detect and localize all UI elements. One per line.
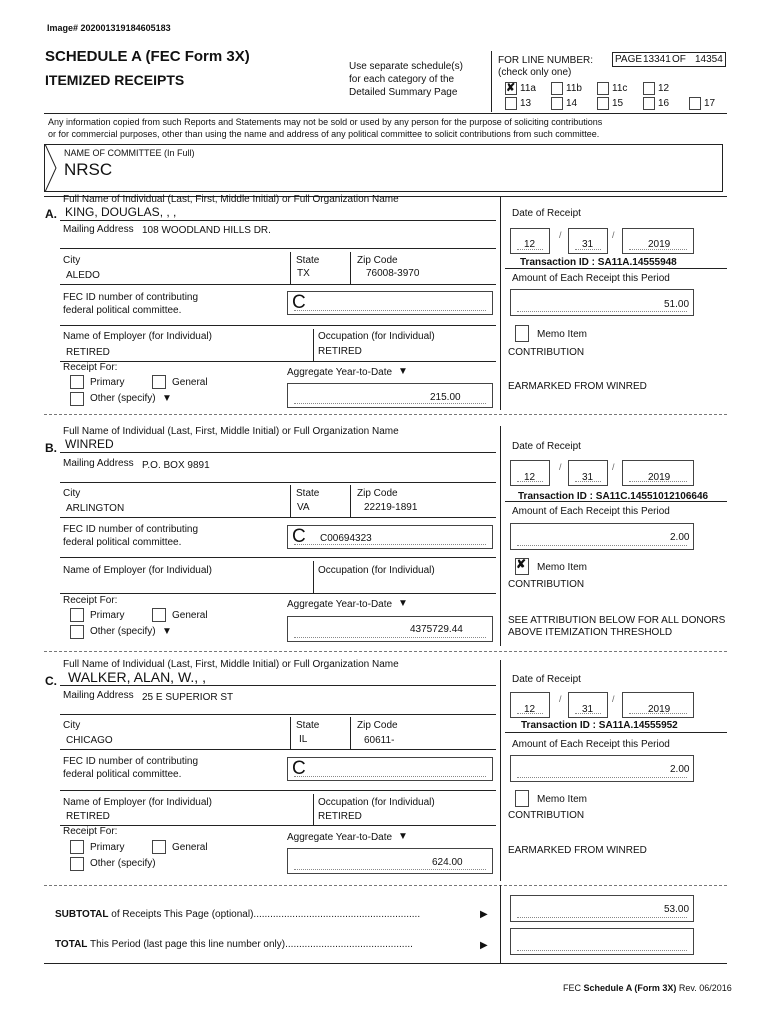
- line-11a-check-mark: ✘: [506, 82, 516, 94]
- entry-a-city-divider: [290, 252, 291, 284]
- entry-a-amount-label: Amount of Each Receipt this Period: [512, 273, 670, 284]
- entry-b-day: 31: [582, 472, 594, 483]
- entry-b-occupation-label: Occupation (for Individual): [318, 565, 435, 576]
- entry-a-aggregate-label: Aggregate Year-to-Date: [287, 367, 393, 378]
- entry-c-month: 12: [524, 704, 536, 715]
- entry-a-date-label: Date of Receipt: [512, 208, 581, 219]
- entry-a-general-label: General: [172, 377, 208, 388]
- entry-a-address-underline: [60, 248, 496, 249]
- entry-b-city-label: City: [63, 488, 81, 499]
- entry-c-primary-checkbox[interactable]: [70, 840, 84, 854]
- entry-a-primary-checkbox[interactable]: [70, 375, 84, 389]
- entry-b-primary-checkbox[interactable]: [70, 608, 84, 622]
- entry-b-name: WINRED: [65, 437, 114, 451]
- entry-b-memo-label: Memo Item: [537, 562, 588, 573]
- entry-b-fec-id: C00694323: [320, 533, 372, 544]
- entry-c-address: 25 E SUPERIOR ST: [142, 692, 234, 703]
- entry-a-note: EARMARKED FROM WINRED: [508, 381, 647, 392]
- entry-a-occupation: RETIRED: [318, 346, 362, 357]
- line-11a-label: 11a: [520, 83, 536, 94]
- total-arrow-icon: ▶: [480, 940, 488, 951]
- entry-b-mailing-label: Mailing Address: [63, 458, 134, 469]
- entry-b-fec-prefix: C: [292, 526, 306, 547]
- entry-c-amount-label: Amount of Each Receipt this Period: [512, 739, 670, 750]
- entry-a-employer: RETIRED: [66, 347, 110, 358]
- entry-c-employer-divider: [313, 794, 314, 826]
- entry-b-city-divider: [290, 485, 291, 517]
- entry-c-note: EARMARKED FROM WINRED: [508, 845, 647, 856]
- entry-a-fec-id-input[interactable]: [287, 291, 493, 315]
- entry-a-day: 31: [582, 239, 594, 250]
- line-12-checkbox[interactable]: [643, 82, 655, 95]
- entry-b-note-line-2: ABOVE ITEMIZATION THRESHOLD: [508, 627, 673, 638]
- entry-a-state: TX: [297, 268, 310, 279]
- entry-a-fec-prefix: C: [292, 292, 306, 313]
- totals-top-rule: [44, 885, 727, 886]
- entry-b-month: 12: [524, 472, 536, 483]
- notice-line-2: or for commercial purposes, other than using the name and address of any political committee to solicit contributions from such committee.: [48, 129, 600, 139]
- subtotal-label-rest: of Receipts This Page (optional)............................................................: [111, 909, 421, 920]
- entry-a-primary-label: Primary: [90, 377, 125, 388]
- entry-a-amount: 51.00: [664, 299, 690, 310]
- entry-a-full-name-label: Full Name of Individual (Last, First, Middle Initial) or Full Organization Name: [63, 194, 399, 205]
- entry-a-state-divider: [350, 252, 351, 284]
- entry-c-name-underline: [60, 685, 496, 686]
- entry-c-top-rule: [44, 651, 727, 652]
- entry-b-zip-label: Zip Code: [357, 488, 398, 499]
- subtotal-value: 53.00: [664, 904, 690, 915]
- entry-c-amount: 2.00: [670, 764, 690, 775]
- entry-b-city: ARLINGTON: [66, 503, 125, 514]
- entry-b-fec-label-1: FEC ID number of contributing: [63, 524, 199, 535]
- use-separate-line-3: Detailed Summary Page: [349, 87, 458, 98]
- entry-b-address: P.O. BOX 9891: [142, 460, 210, 471]
- entry-b-memo-mark: ✘: [516, 557, 527, 571]
- image-id: Image# 202001319184605183: [47, 23, 171, 33]
- entry-c-memo-label: Memo Item: [537, 794, 588, 805]
- line-16-checkbox[interactable]: [643, 97, 655, 110]
- entry-b-aggregate-arrow-icon: ▼: [398, 598, 408, 609]
- entry-c-fec-id-input[interactable]: [287, 757, 493, 781]
- line-11c-label: 11c: [612, 83, 628, 94]
- entry-b-top-rule: [44, 414, 727, 415]
- entry-c-primary-label: Primary: [90, 842, 125, 853]
- entry-a-other-arrow-icon: ▼: [162, 393, 172, 404]
- entry-c-other-checkbox[interactable]: [70, 857, 84, 871]
- entry-b-state-label: State: [296, 488, 320, 499]
- line-17-checkbox[interactable]: [689, 97, 701, 110]
- entry-a-city-underline: [60, 284, 496, 285]
- footer-revision: Rev. 06/2016: [678, 983, 732, 993]
- line-11c-checkbox[interactable]: [597, 82, 609, 95]
- entry-b-state-divider: [350, 485, 351, 517]
- entry-a-transaction-id: Transaction ID : SA11A.14555948: [520, 257, 677, 268]
- entry-b-amount-input[interactable]: [510, 523, 694, 550]
- committee-name-label: NAME OF COMMITTEE (In Full): [64, 148, 195, 158]
- line-14-label: 14: [566, 98, 578, 109]
- entry-a-mailing-label: Mailing Address: [63, 224, 134, 235]
- entry-a-memo-checkbox[interactable]: [515, 325, 529, 342]
- entry-c-amount-input[interactable]: [510, 755, 694, 782]
- line-16-label: 16: [658, 98, 670, 109]
- entry-a-employer-divider: [313, 329, 314, 361]
- entry-b-amount: 2.00: [670, 532, 690, 543]
- entry-c-fec-prefix: C: [292, 758, 306, 779]
- entry-a-city: ALEDO: [66, 270, 100, 281]
- entry-c-column-divider: [500, 660, 501, 881]
- entry-c-full-name-label: Full Name of Individual (Last, First, Middle Initial) or Full Organization Name: [63, 659, 399, 670]
- entry-b-aggregate: 4375729.44: [410, 624, 463, 635]
- line-17-label: 17: [704, 98, 716, 109]
- entry-a-month: 12: [524, 239, 536, 250]
- entry-c-zip: 60611-: [364, 735, 395, 746]
- entry-c-letter: C.: [45, 674, 57, 688]
- notice-line-1: Any information copied from such Reports and Statements may not be sold or used by any person for the purpose of soliciting contributions: [48, 117, 603, 127]
- entry-a-employer-underline: [60, 361, 496, 362]
- entry-a-general-checkbox[interactable]: [152, 375, 166, 389]
- entry-b-state: VA: [297, 502, 310, 513]
- entry-c-mailing-label: Mailing Address: [63, 690, 134, 701]
- check-only-one-label: (check only one): [498, 67, 572, 78]
- entry-c-employer-underline: [60, 825, 496, 826]
- entry-a-aggregate-arrow-icon: ▼: [398, 366, 408, 377]
- entry-c-zip-label: Zip Code: [357, 720, 398, 731]
- footer: [563, 983, 732, 993]
- entry-a-transaction-underline: [505, 268, 727, 269]
- entry-b-note-line-1: SEE ATTRIBUTION BELOW FOR ALL DONORS: [508, 615, 726, 626]
- footer-prefix: FEC: [563, 983, 581, 993]
- entry-b-column-divider: [500, 426, 501, 646]
- line-15-label: 15: [612, 98, 624, 109]
- entry-b-general-label: General: [172, 610, 208, 621]
- entry-c-state-divider: [350, 717, 351, 749]
- entry-b-fec-id-input[interactable]: [287, 525, 493, 549]
- entry-c-year: 2019: [648, 704, 671, 715]
- use-separate-line-2: for each category of the: [349, 74, 455, 85]
- total-label: [55, 939, 413, 950]
- entry-a-other-checkbox[interactable]: [70, 392, 84, 406]
- entry-c-general-label: General: [172, 842, 208, 853]
- line-11b-checkbox[interactable]: [551, 82, 563, 95]
- entry-b-fec-label-2: federal political committee.: [63, 537, 182, 548]
- entry-c-occupation-label: Occupation (for Individual): [318, 797, 435, 808]
- entry-c-day: 31: [582, 704, 594, 715]
- entry-a-aggregate-input[interactable]: [287, 383, 493, 408]
- entry-c-fec-label-1: FEC ID number of contributing: [63, 756, 199, 767]
- entry-c-date-label: Date of Receipt: [512, 674, 581, 685]
- entry-b-category: CONTRIBUTION: [508, 579, 585, 590]
- entry-c-employer-label: Name of Employer (for Individual): [63, 797, 212, 808]
- entry-b-transaction-underline: [505, 501, 727, 502]
- entry-c-employer: RETIRED: [66, 811, 110, 822]
- entry-c-occupation: RETIRED: [318, 811, 362, 822]
- entry-c-category: CONTRIBUTION: [508, 810, 585, 821]
- entry-b-other-label: Other (specify): [90, 626, 156, 637]
- entry-a-other-label: Other (specify): [90, 393, 156, 404]
- entry-a-aggregate: 215.00: [430, 392, 461, 403]
- header-divider: [44, 113, 727, 114]
- entry-a-column-divider: [500, 196, 501, 410]
- entry-c-fec-label-2: federal political committee.: [63, 769, 182, 780]
- committee-name: NRSC: [64, 160, 113, 179]
- subtotal-arrow-icon: ▶: [480, 909, 488, 920]
- committee-pointer-icon: [44, 144, 58, 192]
- entry-c-city-underline: [60, 749, 496, 750]
- entry-c-transaction-id: Transaction ID : SA11A.14555952: [521, 720, 678, 731]
- entry-a-city-label: City: [63, 255, 81, 266]
- entry-a-fec-label-2: federal political committee.: [63, 305, 182, 316]
- entry-b-employer-divider: [313, 561, 314, 593]
- entry-b-other-checkbox[interactable]: [70, 625, 84, 639]
- entry-a-occupation-label: Occupation (for Individual): [318, 331, 435, 342]
- entry-c-address-underline: [60, 714, 496, 715]
- entry-a-receipt-for-label: Receipt For:: [63, 362, 118, 373]
- line-13-checkbox[interactable]: [505, 97, 517, 110]
- entry-a-memo-label: Memo Item: [537, 329, 588, 340]
- entry-c-state: IL: [299, 734, 308, 745]
- entry-c-fec-underline: [60, 790, 496, 791]
- page-total: 14354: [695, 54, 723, 65]
- entry-b-full-name-label: Full Name of Individual (Last, First, Middle Initial) or Full Organization Name: [63, 426, 399, 437]
- entry-b-aggregate-label: Aggregate Year-to-Date: [287, 599, 393, 610]
- total-label-rest: This Period (last page this line number only)..............................................: [90, 939, 413, 950]
- for-line-number-label: FOR LINE NUMBER:: [498, 55, 594, 66]
- entry-a-category: CONTRIBUTION: [508, 347, 585, 358]
- entry-c-general-checkbox[interactable]: [152, 840, 166, 854]
- entry-a-fec-label-1: FEC ID number of contributing: [63, 292, 199, 303]
- entry-b-employer-underline: [60, 593, 496, 594]
- entry-b-letter: B.: [45, 441, 57, 455]
- page-number: 13341: [643, 54, 671, 65]
- entry-b-address-underline: [60, 482, 496, 483]
- page-of-label: OF: [672, 54, 686, 65]
- entry-b-other-arrow-icon: ▼: [162, 626, 172, 637]
- line-14-checkbox[interactable]: [551, 97, 563, 110]
- entry-a-name-underline: [60, 220, 496, 221]
- entry-c-memo-checkbox[interactable]: [515, 790, 529, 807]
- entry-a-letter: A.: [45, 207, 57, 221]
- totals-column-divider: [500, 885, 501, 963]
- entry-b-date-label: Date of Receipt: [512, 441, 581, 452]
- entry-c-aggregate-arrow-icon: ▼: [398, 831, 408, 842]
- entry-b-amount-label: Amount of Each Receipt this Period: [512, 506, 670, 517]
- entry-c-aggregate-label: Aggregate Year-to-Date: [287, 832, 393, 843]
- entry-b-primary-label: Primary: [90, 610, 125, 621]
- form-title: SCHEDULE A (FEC Form 3X): [45, 48, 250, 65]
- total-input[interactable]: [510, 928, 694, 955]
- entry-c-city-divider: [290, 717, 291, 749]
- totals-bottom-rule: [44, 963, 727, 964]
- entry-b-receipt-for-label: Receipt For:: [63, 595, 118, 606]
- entry-a-fec-underline: [60, 325, 496, 326]
- entry-a-state-label: State: [296, 255, 320, 266]
- entry-a-zip: 76008-3970: [366, 268, 420, 279]
- entry-c-name: WALKER, ALAN, W., ,: [68, 669, 206, 685]
- entry-a-name: KING, DOUGLAS, , ,: [65, 205, 177, 219]
- entry-b-city-underline: [60, 517, 496, 518]
- entry-b-employer-label: Name of Employer (for Individual): [63, 565, 212, 576]
- entry-c-transaction-underline: [505, 732, 727, 733]
- entry-b-name-underline: [60, 452, 496, 453]
- entry-c-receipt-for-label: Receipt For:: [63, 826, 118, 837]
- entry-c-city-label: City: [63, 720, 81, 731]
- use-separate-line-1: Use separate schedule(s): [349, 61, 463, 72]
- entry-c-other-label: Other (specify): [90, 858, 156, 869]
- subtotal-label-bold: SUBTOTAL: [55, 909, 109, 920]
- entry-c-city: CHICAGO: [66, 735, 113, 746]
- form-subtitle: ITEMIZED RECEIPTS: [45, 72, 185, 88]
- subtotal-label: [55, 909, 420, 920]
- line-11b-label: 11b: [566, 83, 582, 94]
- entry-b-zip: 22219-1891: [364, 502, 418, 513]
- entry-b-fec-underline: [60, 557, 496, 558]
- line-13-label: 13: [520, 98, 532, 109]
- line-15-checkbox[interactable]: [597, 97, 609, 110]
- entry-a-zip-label: Zip Code: [357, 255, 398, 266]
- entry-a-employer-label: Name of Employer (for Individual): [63, 331, 212, 342]
- entry-a-year: 2019: [648, 239, 671, 250]
- entry-b-transaction-id: Transaction ID : SA11C.14551012106646: [518, 491, 709, 502]
- entry-c-state-label: State: [296, 720, 320, 731]
- total-label-bold: TOTAL: [55, 939, 88, 950]
- page-label: PAGE: [615, 54, 643, 65]
- footer-form-name: Schedule A (Form 3X): [583, 983, 677, 993]
- entry-b-general-checkbox[interactable]: [152, 608, 166, 622]
- line-12-label: 12: [658, 83, 670, 94]
- entry-b-year: 2019: [648, 472, 671, 483]
- entry-c-aggregate: 624.00: [432, 857, 463, 868]
- entry-a-address: 108 WOODLAND HILLS DR.: [142, 225, 271, 236]
